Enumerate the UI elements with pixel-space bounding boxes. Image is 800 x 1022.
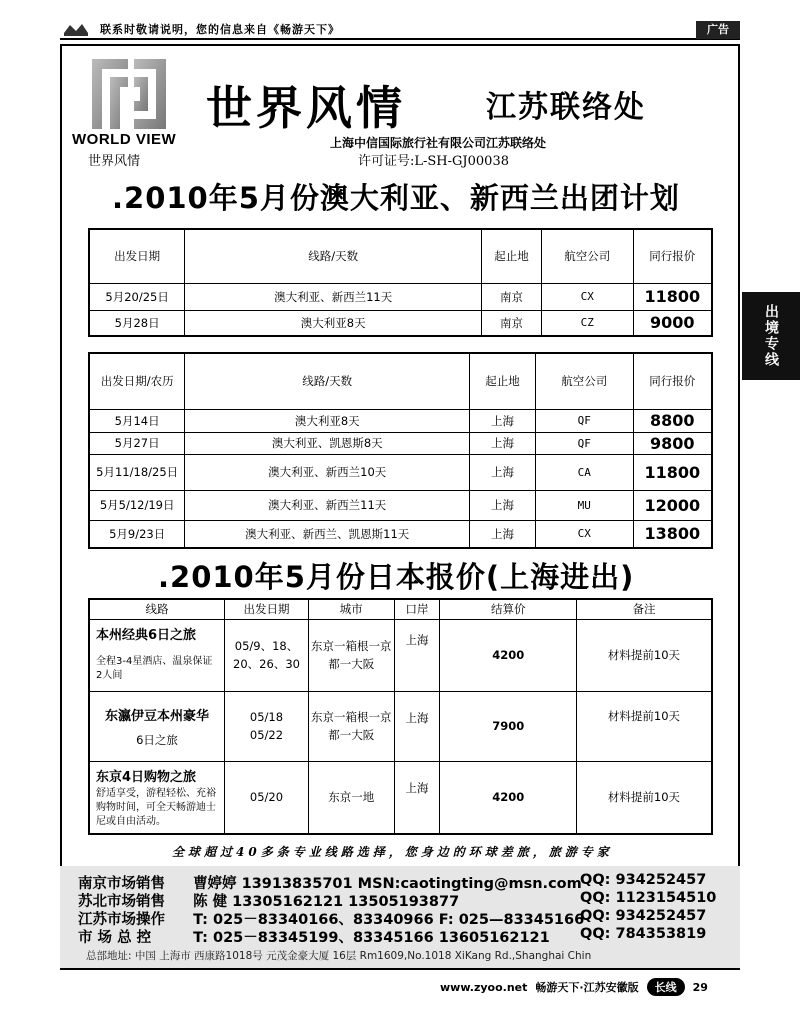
contact-label: 市 场 总 控 <box>78 930 152 946</box>
cell-port: 上海 <box>470 409 536 432</box>
contact-value: 陈 健 13305162121 13505193877 <box>193 894 460 910</box>
license-number: 许可证号:L-SH-GJ00038 <box>358 154 509 169</box>
table-row <box>89 619 712 691</box>
top-bar <box>60 20 740 40</box>
cell-city: 东京一箱根一京都一大阪 <box>308 691 394 761</box>
ad-label: 广告 <box>696 21 740 39</box>
cell-date: 5月27日 <box>89 432 185 454</box>
cell-dates: 05/9、18、20、26、30 <box>225 619 309 691</box>
cell-route: 澳大利亚、新西兰10天 <box>185 454 470 490</box>
australia-table-shanghai <box>88 352 713 549</box>
contact-value: T: 025－83345199、83345166 13605162121 <box>193 930 550 946</box>
col-header: 线路/天数 <box>185 353 470 409</box>
section1-title: .2010年5月份澳大利亚、新西兰出团计划 <box>112 181 680 215</box>
contact-value: 曹婷婷 13913835701 MSN:caotingting@msn.com <box>193 876 582 892</box>
table-row <box>89 432 712 454</box>
col-header: 出发日期 <box>225 599 309 619</box>
side-tab-outbound: 出境专线 <box>742 292 800 380</box>
cell-price: 4200 <box>440 619 577 691</box>
col-header: 起止地 <box>470 353 536 409</box>
page-number: 29 <box>692 980 708 994</box>
cell-city: 东京一箱根一京都一大阪 <box>308 619 394 691</box>
logo-chinese: 世界风情 <box>88 154 141 169</box>
cell-port: 南京 <box>482 310 542 336</box>
table-row <box>89 520 712 548</box>
cell-price: 11800 <box>633 283 712 310</box>
publication-name: 畅游天下·江苏安徽版 <box>535 981 639 994</box>
cell-date: 5月11/18/25日 <box>89 454 185 490</box>
brand-subtitle: 江苏联络处 <box>486 90 646 125</box>
contact-qq: QQ: 784353819 <box>580 926 707 942</box>
cell-date: 5月28日 <box>89 310 185 336</box>
cell-route: 澳大利亚8天 <box>185 310 482 336</box>
route-note: 舒适享受，游程轻松、充裕购物时间，可全天畅游迪士尼或自由活动。 <box>96 787 216 827</box>
contact-label: 南京市场销售 <box>78 876 165 892</box>
col-header: 出发日期/农历 <box>89 353 185 409</box>
col-header: 同行报价 <box>633 229 712 283</box>
col-header: 线路 <box>89 599 225 619</box>
cell-price: 11800 <box>633 454 712 490</box>
contact-label: 苏北市场销售 <box>78 894 165 910</box>
cell-port: 上海 <box>394 761 440 834</box>
cell-airline: MU <box>535 490 633 520</box>
cell-price: 7900 <box>440 691 577 761</box>
route-name: 东京4日购物之旅 <box>96 769 197 785</box>
cell-dates: 05/18 05/22 <box>225 691 309 761</box>
table-row <box>89 310 712 336</box>
table-row <box>89 283 712 310</box>
cell-airline: QF <box>535 432 633 454</box>
route-name: 本州经典6日之旅 <box>96 627 197 643</box>
contact-value: T: 025－83340166、83340966 F: 025—83345166 <box>193 912 585 928</box>
japan-table <box>88 598 713 835</box>
page-footer <box>440 978 708 996</box>
cell-port: 上海 <box>470 490 536 520</box>
section2-title: .2010年5月份日本报价(上海进出) <box>158 560 635 594</box>
cell-price: 8800 <box>633 409 712 432</box>
cell-airline: CX <box>535 520 633 548</box>
cell-remark: 材料提前10天 <box>577 691 713 761</box>
col-header: 出发日期 <box>89 229 185 283</box>
cell-port: 上海 <box>470 432 536 454</box>
route-name: 东瀛伊豆本州豪华 <box>105 708 210 724</box>
cell-route: 澳大利亚、新西兰11天 <box>185 283 482 310</box>
col-header: 线路/天数 <box>185 229 482 283</box>
cell-port: 上海 <box>394 619 440 691</box>
logo-english: WORLD VIEW <box>72 131 177 148</box>
head-office-address: 总部地址: 中国 上海市 西康路1018号 元茂金豪大厦 16层 Rm1609,No.1018 XiKang Rd.,Shanghai Chin <box>86 950 592 962</box>
cell-port: 上海 <box>394 691 440 761</box>
cell-airline: CA <box>535 454 633 490</box>
cell-port: 上海 <box>470 520 536 548</box>
col-header: 城市 <box>308 599 394 619</box>
cell-date: 5月5/12/19日 <box>89 490 185 520</box>
route-note: 全程3-4星酒店、温泉保证2人间 <box>96 655 213 681</box>
cell-route: 澳大利亚、新西兰、凯恩斯11天 <box>185 520 470 548</box>
cell-remark: 材料提前10天 <box>577 761 713 834</box>
cell-remark: 材料提前10天 <box>577 619 713 691</box>
header-notice: 联系时敬请说明，您的信息来自《畅游天下》 <box>100 23 340 36</box>
cell-dates: 05/20 <box>225 761 309 834</box>
cell-date: 5月20/25日 <box>89 283 185 310</box>
table-row <box>89 490 712 520</box>
table-row <box>89 691 712 761</box>
contact-qq: QQ: 934252457 <box>580 872 707 888</box>
website-link[interactable]: www.zyoo.net <box>440 980 528 994</box>
brand-title: 世界风情 <box>206 81 406 135</box>
cell-date: 5月9/23日 <box>89 520 185 548</box>
table-row <box>89 761 712 834</box>
cell-price: 4200 <box>440 761 577 834</box>
cell-route: 澳大利亚、新西兰11天 <box>185 490 470 520</box>
contact-label: 江苏市场操作 <box>78 912 165 928</box>
col-header: 备注 <box>577 599 713 619</box>
col-header: 口岸 <box>394 599 440 619</box>
cell-route: 澳大利亚、凯恩斯8天 <box>185 432 470 454</box>
contact-qq: QQ: 1123154510 <box>580 890 717 906</box>
cell-airline: CZ <box>541 310 633 336</box>
col-header: 结算价 <box>440 599 577 619</box>
contact-qq: QQ: 934252457 <box>580 908 707 924</box>
col-header: 同行报价 <box>633 353 712 409</box>
australia-table-nanjing <box>88 228 713 337</box>
cell-price: 9800 <box>633 432 712 454</box>
cell-price: 9000 <box>633 310 712 336</box>
section-pill: 长线 <box>647 978 685 996</box>
col-header: 航空公司 <box>541 229 633 283</box>
cell-route: 澳大利亚8天 <box>185 409 470 432</box>
contact-row <box>78 926 550 947</box>
col-header: 航空公司 <box>535 353 633 409</box>
cell-airline: QF <box>535 409 633 432</box>
cell-date: 5月14日 <box>89 409 185 432</box>
cell-city: 东京一地 <box>308 761 394 834</box>
cell-port: 上海 <box>470 454 536 490</box>
cell-price: 12000 <box>633 490 712 520</box>
magazine-logo-icon <box>60 20 92 38</box>
col-header: 起止地 <box>482 229 542 283</box>
table-row <box>89 454 712 490</box>
cell-price: 13800 <box>633 520 712 548</box>
company-name: 上海中信国际旅行社有限公司江苏联络处 <box>330 136 547 150</box>
cell-airline: CX <box>541 283 633 310</box>
route-note: 6日之旅 <box>136 732 178 747</box>
world-view-logo-icon <box>88 55 170 133</box>
cell-port: 南京 <box>482 283 542 310</box>
table-row <box>89 409 712 432</box>
slogan: 全球超过40多条专业线路选择，您身边的环球差旅，旅游专家 <box>172 845 613 859</box>
